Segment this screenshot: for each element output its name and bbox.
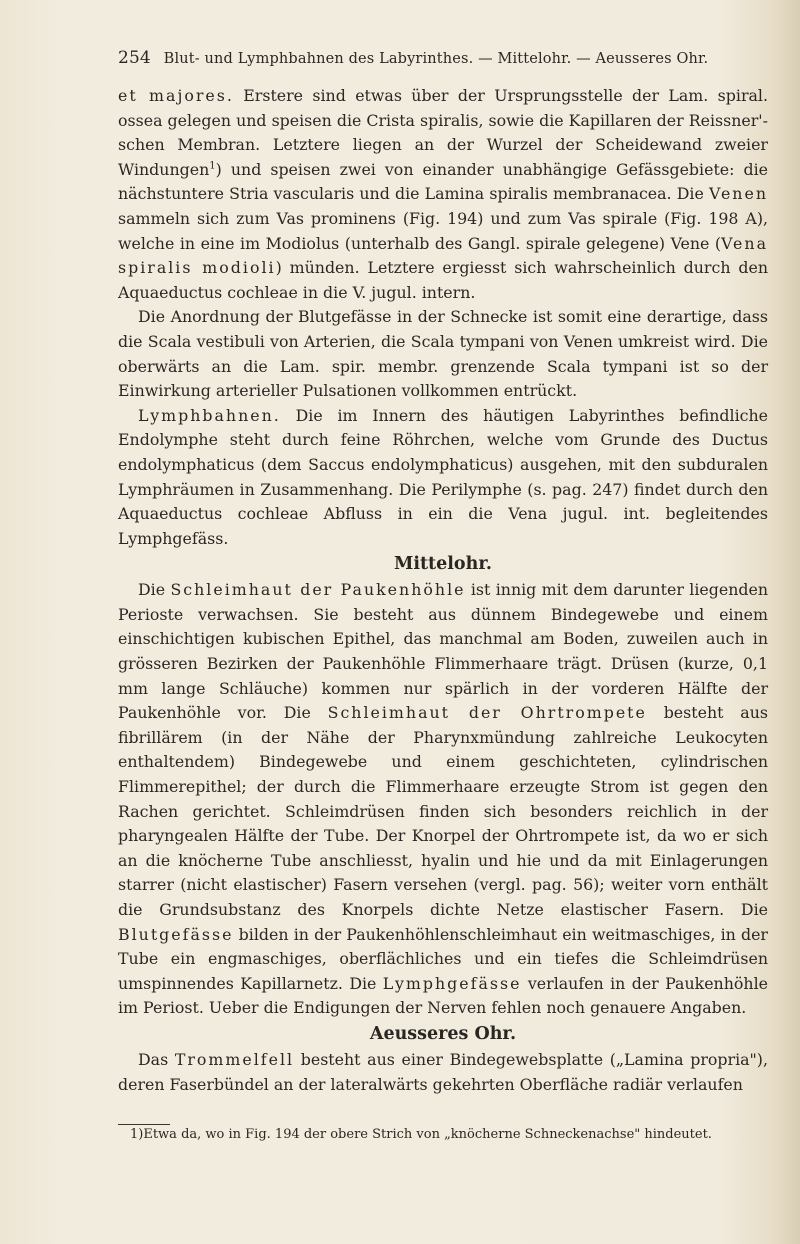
text-run: ) münden. Letztere ergiesst sich wahrscheinlich durch den Aquaeductus cochleae in die V. jugul. intern. <box>118 258 769 302</box>
paragraph-lymph <box>118 404 768 552</box>
text-run: verlaufen in der Paukenhöhle im Periost. Ueber die Endigungen der Nerven fehlen noch genauere Angaben. <box>118 973 768 1018</box>
footnote-marker: 1 <box>209 160 216 172</box>
paragraph-aeusseres-ohr <box>118 1048 768 1097</box>
footnote-mark: 1) <box>130 1127 144 1142</box>
paragraph-arrangement: Die Anordnung der Blutgefässe in der Schnecke ist somit eine derartige, dass die Scala vestibuli von Arterien, die Scala tympani von Venen umkreist wird. Die oberwärts an die Lam. spir. membr. grenzende Scala tympani ist so der Einwirkung arterieller Pulsationen vollkommen entrückt. <box>118 307 768 401</box>
text-run: Erstere sind etwas über der Ursprungsstelle der Lam. spiral. ossea gelegen und speisen die Crista spiralis, sowie die Kapillaren der Reissner'-schen Membran. Letztere liegen an der Wurzel der Scheidewand zweier Windungen <box>118 86 768 179</box>
text-run: bilden in der Paukenhöhlenschleimhaut ein weitmaschiges, in der Tube ein engmaschiges, oberflächliches und ein tiefes die Schleimdrüsen umspinnendes Kapillarnetz. Die <box>118 924 768 993</box>
section-heading-aeusseres-ohr: Aeusseres Ohr. <box>369 1023 517 1044</box>
spaced-term: Lymphbahnen. <box>138 405 281 425</box>
running-title: Blut- und Lymphbahnen des Labyrinthes. — Mittelohr. — Aeusseres Ohr. <box>163 51 709 67</box>
text-run: ) und speisen zwei von einander unabhängige Gefässgebiete: die nächstuntere Stria vascularis und die Lamina spiralis membranacea. Die <box>118 159 768 204</box>
text-run: sammeln sich zum Vas prominens (Fig. 194) und zum Vas spirale (Fig. 198 A), welche in eine im Modiolus (unterhalb des Gangl. spirale gelegene) Vene ( <box>118 208 768 253</box>
footnote <box>130 1126 770 1144</box>
paragraph-arteries <box>118 84 768 305</box>
spaced-term: Venen <box>708 184 768 204</box>
text-run: ist innig mit dem darunter liegenden Perioste verwachsen. Sie besteht aus dünnem Bindegewebe und einem einschichtigen kubischen Epithel, das manchmal am Boden, zuweilen auch in grösseren Bezirken der Paukenhöhle Flimmerhaare trägt. Drüsen (kurze, 0,1 mm lange Schläuche) kommen nur spärlich in der vorderen Hälfte der Paukenhöhle vor. Die <box>118 580 769 723</box>
spaced-term: Vena spiralis modioli <box>118 233 768 278</box>
spaced-term: Schleimhaut der Ohrtrompete <box>327 703 647 723</box>
page-body <box>118 84 768 1097</box>
text-run: Die <box>138 580 171 600</box>
section-heading-mittelohr: Mittelohr. <box>393 554 493 575</box>
text-run: Die im Innern des häutigen Labyrinthes befindliche Endolymphe steht durch feine Röhrchen, welche vom Grunde des Ductus endolymphaticus (dem Saccus endolymphaticus) ausgehen, mit den subduralen Lymphräumen in Zusammenhang. Die Perilymphe (s. pag. 247) findet durch den Aquaeductus cochleae Abfluss in ein die Vena jugul. int. begleitendes Lymphgefäss. <box>118 405 768 548</box>
spaced-term: Lymphgefässe <box>382 973 522 993</box>
page-number: 254 <box>118 48 151 68</box>
text-run: besteht aus einer Bindegewebsplatte („Lamina propria"), deren Faserbündel an der lateralwärts gekehrten Oberfläche radiär verlaufen <box>118 1049 768 1094</box>
spaced-term: Trommelfell <box>174 1049 295 1069</box>
spaced-term: Schleimhaut der Paukenhöhle <box>170 580 466 600</box>
text-run: besteht aus fibrillärem (in der Nähe der Pharynxmündung zahlreiche Leukocyten enthaltendem) Bindegewebe und einem geschichteten, cylindrischen Flimmerepithel; der durch die Flimmerhaare erzeugte Strom ist gegen den Rachen gerichtet. Schleimdrüsen finden sich besonders reichlich in der pharyngealen Hälfte der Tube. Der Knorpel der Ohrtrompete ist, da wo er sich an die knöcherne Tube anschliesst, hyalin und hie und da mit Einlagerungen starrer (nicht elastischer) Fasern versehen (vergl. pag. 56); weiter vorn enthält die Grundsubstanz des Knorpels dichte Netze elastischer Fasern. Die <box>118 703 768 919</box>
footnote-text: Etwa da, wo in Fig. 194 der obere Strich von „knöcherne Schneckenachse" hindeutet. <box>143 1127 712 1142</box>
running-header <box>118 48 768 68</box>
spaced-term: et majores. <box>118 86 234 105</box>
paragraph-mittelohr <box>118 578 768 1021</box>
footnote-rule <box>118 1124 170 1125</box>
spaced-term: Blutgefässe <box>118 924 234 944</box>
text-run: Das <box>138 1049 175 1069</box>
